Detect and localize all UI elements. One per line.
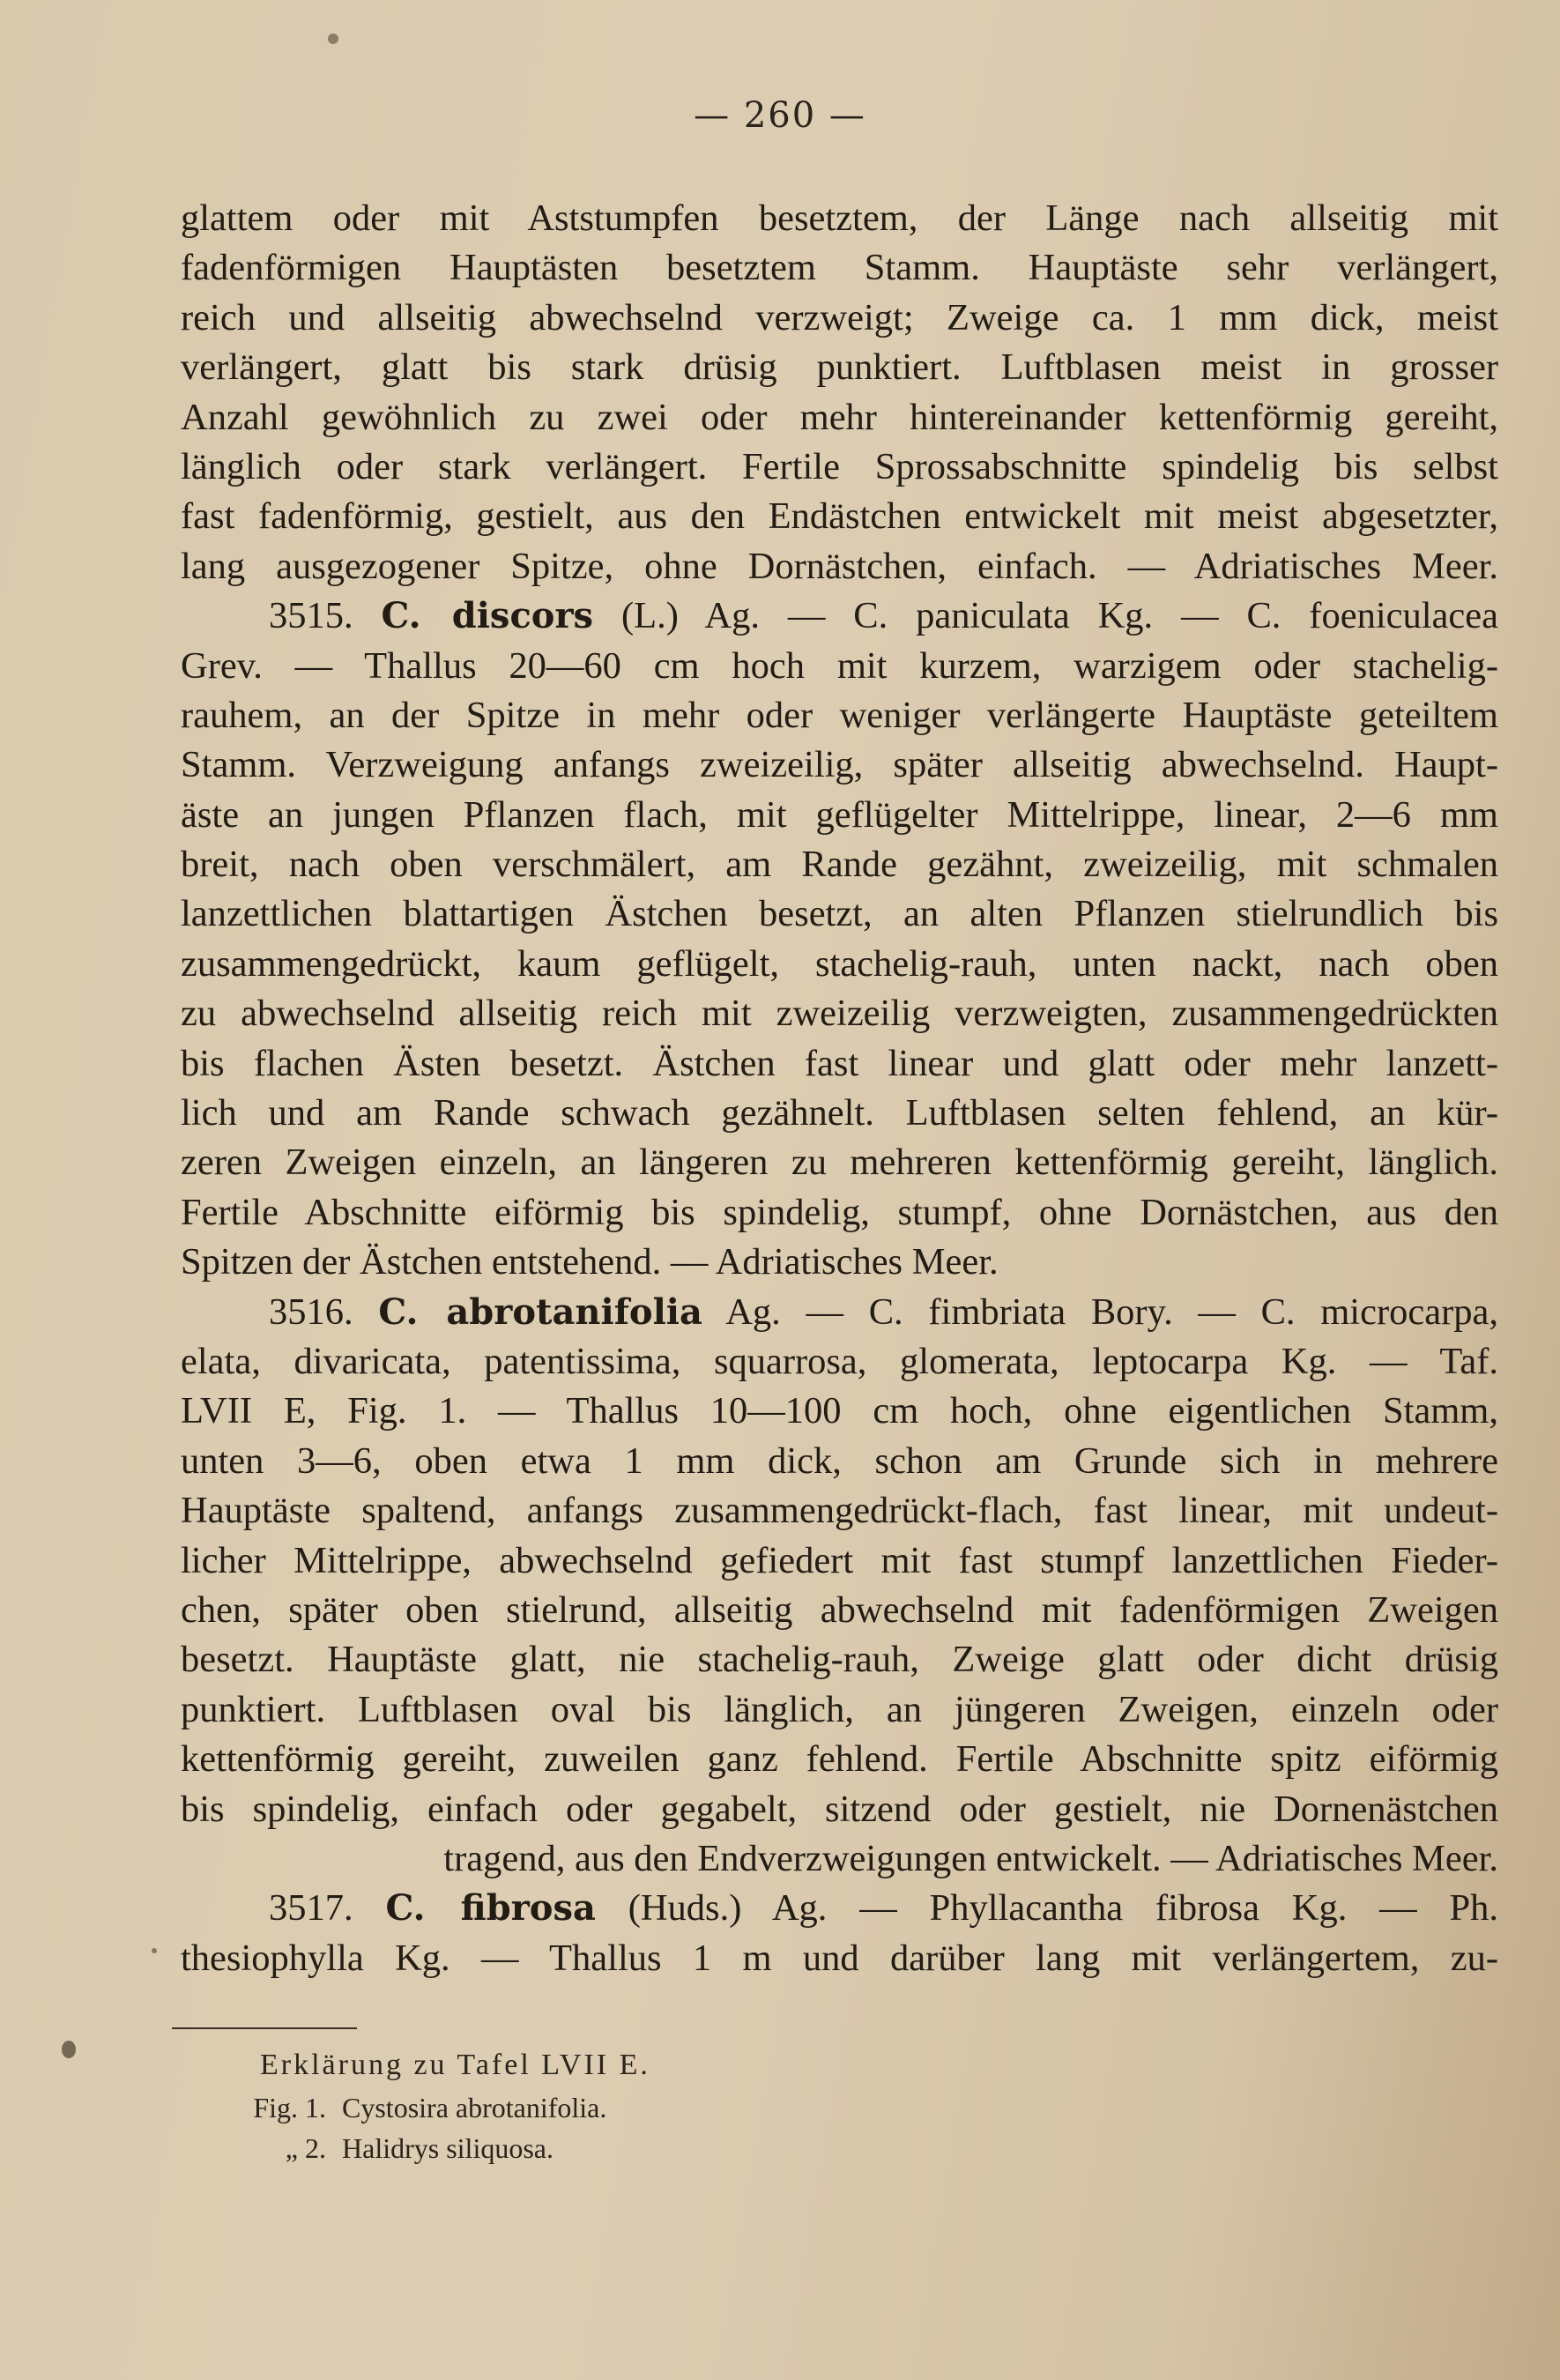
footnote-title: Erklärung zu Tafel LVII E. (260, 2049, 650, 2081)
text-line: fadenförmigen Hauptästen besetztem Stamm. Hauptäste sehr verlängert, (181, 247, 1498, 289)
footnote-item (212, 2087, 1005, 2128)
page-number: — 260 — (694, 95, 866, 136)
text-line: breit, nach oben verschmälert, am Rande gezähnt, zweizeilig, mit schmalen (181, 844, 1498, 886)
footnote (212, 2043, 1005, 2168)
text-line: elata, divaricata, patentissima, squarrosa, glomerata, leptocarpa Kg. — Taf. (181, 1340, 1498, 1382)
text-line: lich und am Rande schwach gezähnelt. Luftblasen selten fehlend, an kür- (181, 1092, 1498, 1134)
species-name: C. abrotanifolia (378, 1290, 702, 1333)
text-line: LVII E, Fig. 1. — Thallus 10—100 cm hoch, ohne eigentlichen Stamm, (181, 1390, 1498, 1432)
text-line: bis flachen Ästen besetzt. Ästchen fast linear und glatt oder mehr lanzett- (181, 1042, 1498, 1084)
text-line: licher Mittelrippe, abwechselnd gefiedert mit fast stumpf lanzettlichen Fieder- (181, 1539, 1498, 1581)
text-line: Anzahl gewöhnlich zu zwei oder mehr hintereinander kettenförmig gereiht, (181, 396, 1498, 438)
footnote-item-label: Fig. 1. (253, 2092, 326, 2123)
text-line: Spitzen der Ästchen entstehend. — Adriatisches Meer. (181, 1241, 999, 1283)
text-line: thesiophylla Kg. — Thallus 1 m und darüber lang mit verlängertem, zu- (181, 1937, 1498, 1979)
text-line: lanzettlichen blattartigen Ästchen besetzt, an alten Pflanzen stielrundlich bis (181, 893, 1498, 935)
footnote-item-label: „ 2. (285, 2132, 326, 2164)
text-line: kettenförmig gereiht, zuweilen ganz fehlend. Fertile Abschnitte spitz eiförmig (181, 1738, 1498, 1781)
species-heading-line (181, 1288, 1498, 1337)
species-name: C. fibrosa (385, 1887, 596, 1930)
text-line: Grev. — Thallus 20—60 cm hoch mit kurzem, warzigem oder stachelig- (181, 644, 1498, 687)
text-line: unten 3—6, oben etwa 1 mm dick, schon am Grunde sich in mehrere (181, 1439, 1498, 1482)
species-synonyms: (L.) Ag. — C. paniculata Kg. — C. foeniculacea (593, 595, 1498, 637)
main-text (181, 194, 1498, 1983)
text-line: fast fadenförmig, gestielt, aus den Endästchen entwickelt mit meist abgesetzter, (181, 495, 1498, 538)
text-line: zeren Zweigen einzeln, an längeren zu mehreren kettenförmig gereiht, länglich. (181, 1142, 1498, 1184)
text-line: bis spindelig, einfach oder gegabelt, sitzend oder gestielt, nie Dornenästchen (181, 1788, 1498, 1830)
species-heading-line (181, 1884, 1498, 1933)
text-line: lang ausgezogener Spitze, ohne Dornästchen, einfach. — Adriatisches Meer. (181, 545, 1498, 587)
text-line: zusammengedrückt, kaum geflügelt, stachelig-rauh, unten nackt, nach oben (181, 942, 1498, 985)
species-number: 3516. (269, 1290, 379, 1333)
species-synonyms: (Huds.) Ag. — Phyllacantha fibrosa Kg. — Ph. (595, 1887, 1498, 1930)
footnote-rule (172, 2027, 357, 2029)
species-number: 3517. (269, 1887, 386, 1930)
text-line: Stamm. Verzweigung anfangs zweizeilig, später allseitig abwechselnd. Haupt- (181, 744, 1498, 786)
text-line: Fertile Abschnitte eiförmig bis spindelig, stumpf, ohne Dornästchen, aus den (181, 1191, 1498, 1233)
text-line: reich und allseitig abwechselnd verzweigt; Zweige ca. 1 mm dick, meist (181, 296, 1498, 338)
species-synonyms: Ag. — C. fimbriata Bory. — C. microcarpa, (702, 1290, 1498, 1333)
species-heading-line (181, 591, 1498, 641)
footnote-item-text: Halidrys siliquosa. (342, 2132, 553, 2164)
text-line: zu abwechselnd allseitig reich mit zweizeilig verzweigten, zusammengedrückten (181, 993, 1498, 1035)
footnote-item (212, 2128, 1005, 2168)
text-line: äste an jungen Pflanzen flach, mit geflügelter Mittelrippe, linear, 2—6 mm (181, 793, 1498, 836)
footnote-item-text: Cystosira abrotanifolia. (342, 2092, 607, 2123)
text-line: Hauptäste spaltend, anfangs zusammengedrückt-flach, fast linear, mit undeut- (181, 1490, 1498, 1532)
print-speck (328, 33, 338, 44)
print-speck (152, 1948, 157, 1953)
species-number: 3515. (269, 595, 382, 637)
print-speck (62, 2041, 76, 2058)
text-line: glattem oder mit Aststumpfen besetztem, der Länge nach allseitig mit (181, 197, 1498, 239)
text-line: länglich oder stark verlängert. Fertile Sprossabschnitte spindelig bis selbst (181, 445, 1498, 487)
text-line: tragend, aus den Endverzweigungen entwickelt. — Adriatisches Meer. (443, 1837, 1498, 1879)
text-line: verlängert, glatt bis stark drüsig punktiert. Luftblasen meist in grosser (181, 346, 1498, 389)
species-name: C. discors (381, 595, 594, 637)
text-line: rauhem, an der Spitze in mehr oder weniger verlängerte Hauptäste geteiltem (181, 694, 1498, 736)
text-line: punktiert. Luftblasen oval bis länglich, an jüngeren Zweigen, einzeln oder (181, 1688, 1498, 1730)
text-line: chen, später oben stielrund, allseitig abwechselnd mit fadenförmigen Zweigen (181, 1588, 1498, 1631)
text-line: besetzt. Hauptäste glatt, nie stachelig-rauh, Zweige glatt oder dicht drüsig (181, 1639, 1498, 1681)
